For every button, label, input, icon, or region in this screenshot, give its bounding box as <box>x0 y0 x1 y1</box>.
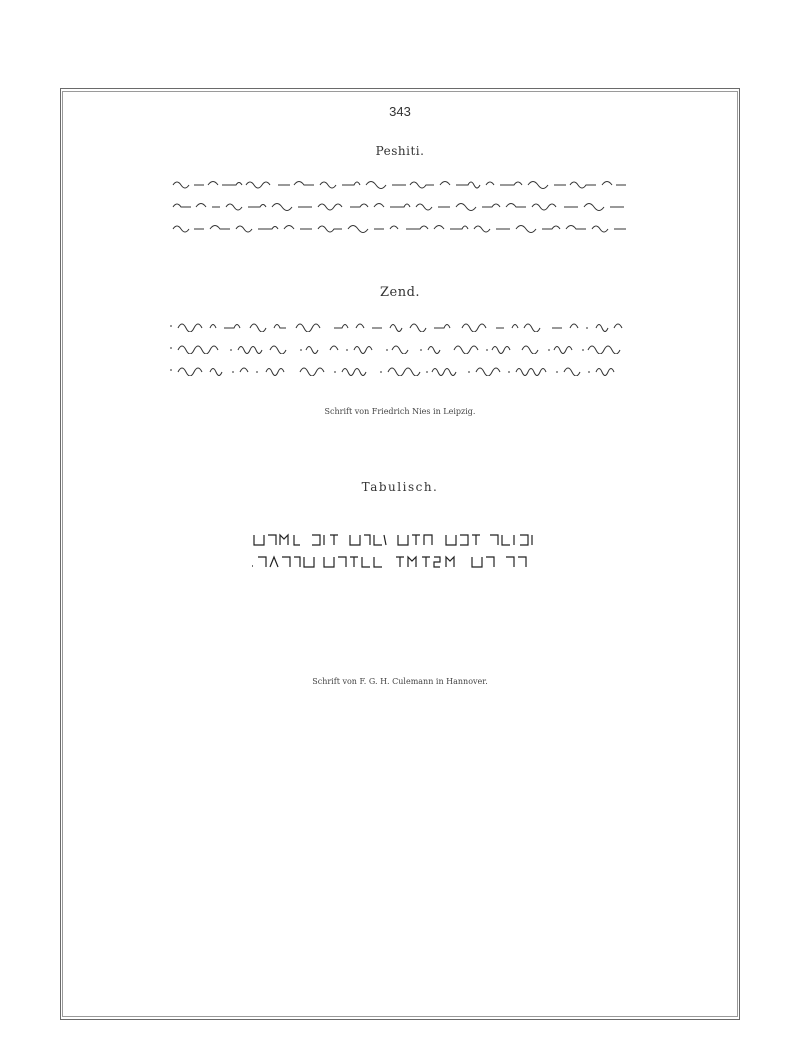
section-title-tabulisch: Tabulisch. <box>361 480 439 494</box>
tabulisch-caption: Schrift von F. G. H. Culemann in Hannover. <box>312 677 488 686</box>
zend-specimen-line-1 <box>170 318 630 332</box>
page-number: 343 <box>389 104 411 119</box>
peshitta-specimen-line-1 <box>170 176 630 190</box>
tabulisch-specimen-line-2 <box>250 554 550 570</box>
zend-caption: Schrift von Friedrich Nies in Leipzig. <box>324 407 476 416</box>
section-title-peshitta: Peshiti. <box>375 144 425 158</box>
section-title-zend: Zend. <box>379 285 421 300</box>
tabulisch-specimen-line-1 <box>250 532 550 548</box>
peshitta-specimen-line-3 <box>170 220 630 234</box>
zend-specimen-line-2 <box>170 340 630 354</box>
peshitta-specimen-line-2 <box>170 198 630 212</box>
zend-specimen-line-3 <box>170 362 630 376</box>
